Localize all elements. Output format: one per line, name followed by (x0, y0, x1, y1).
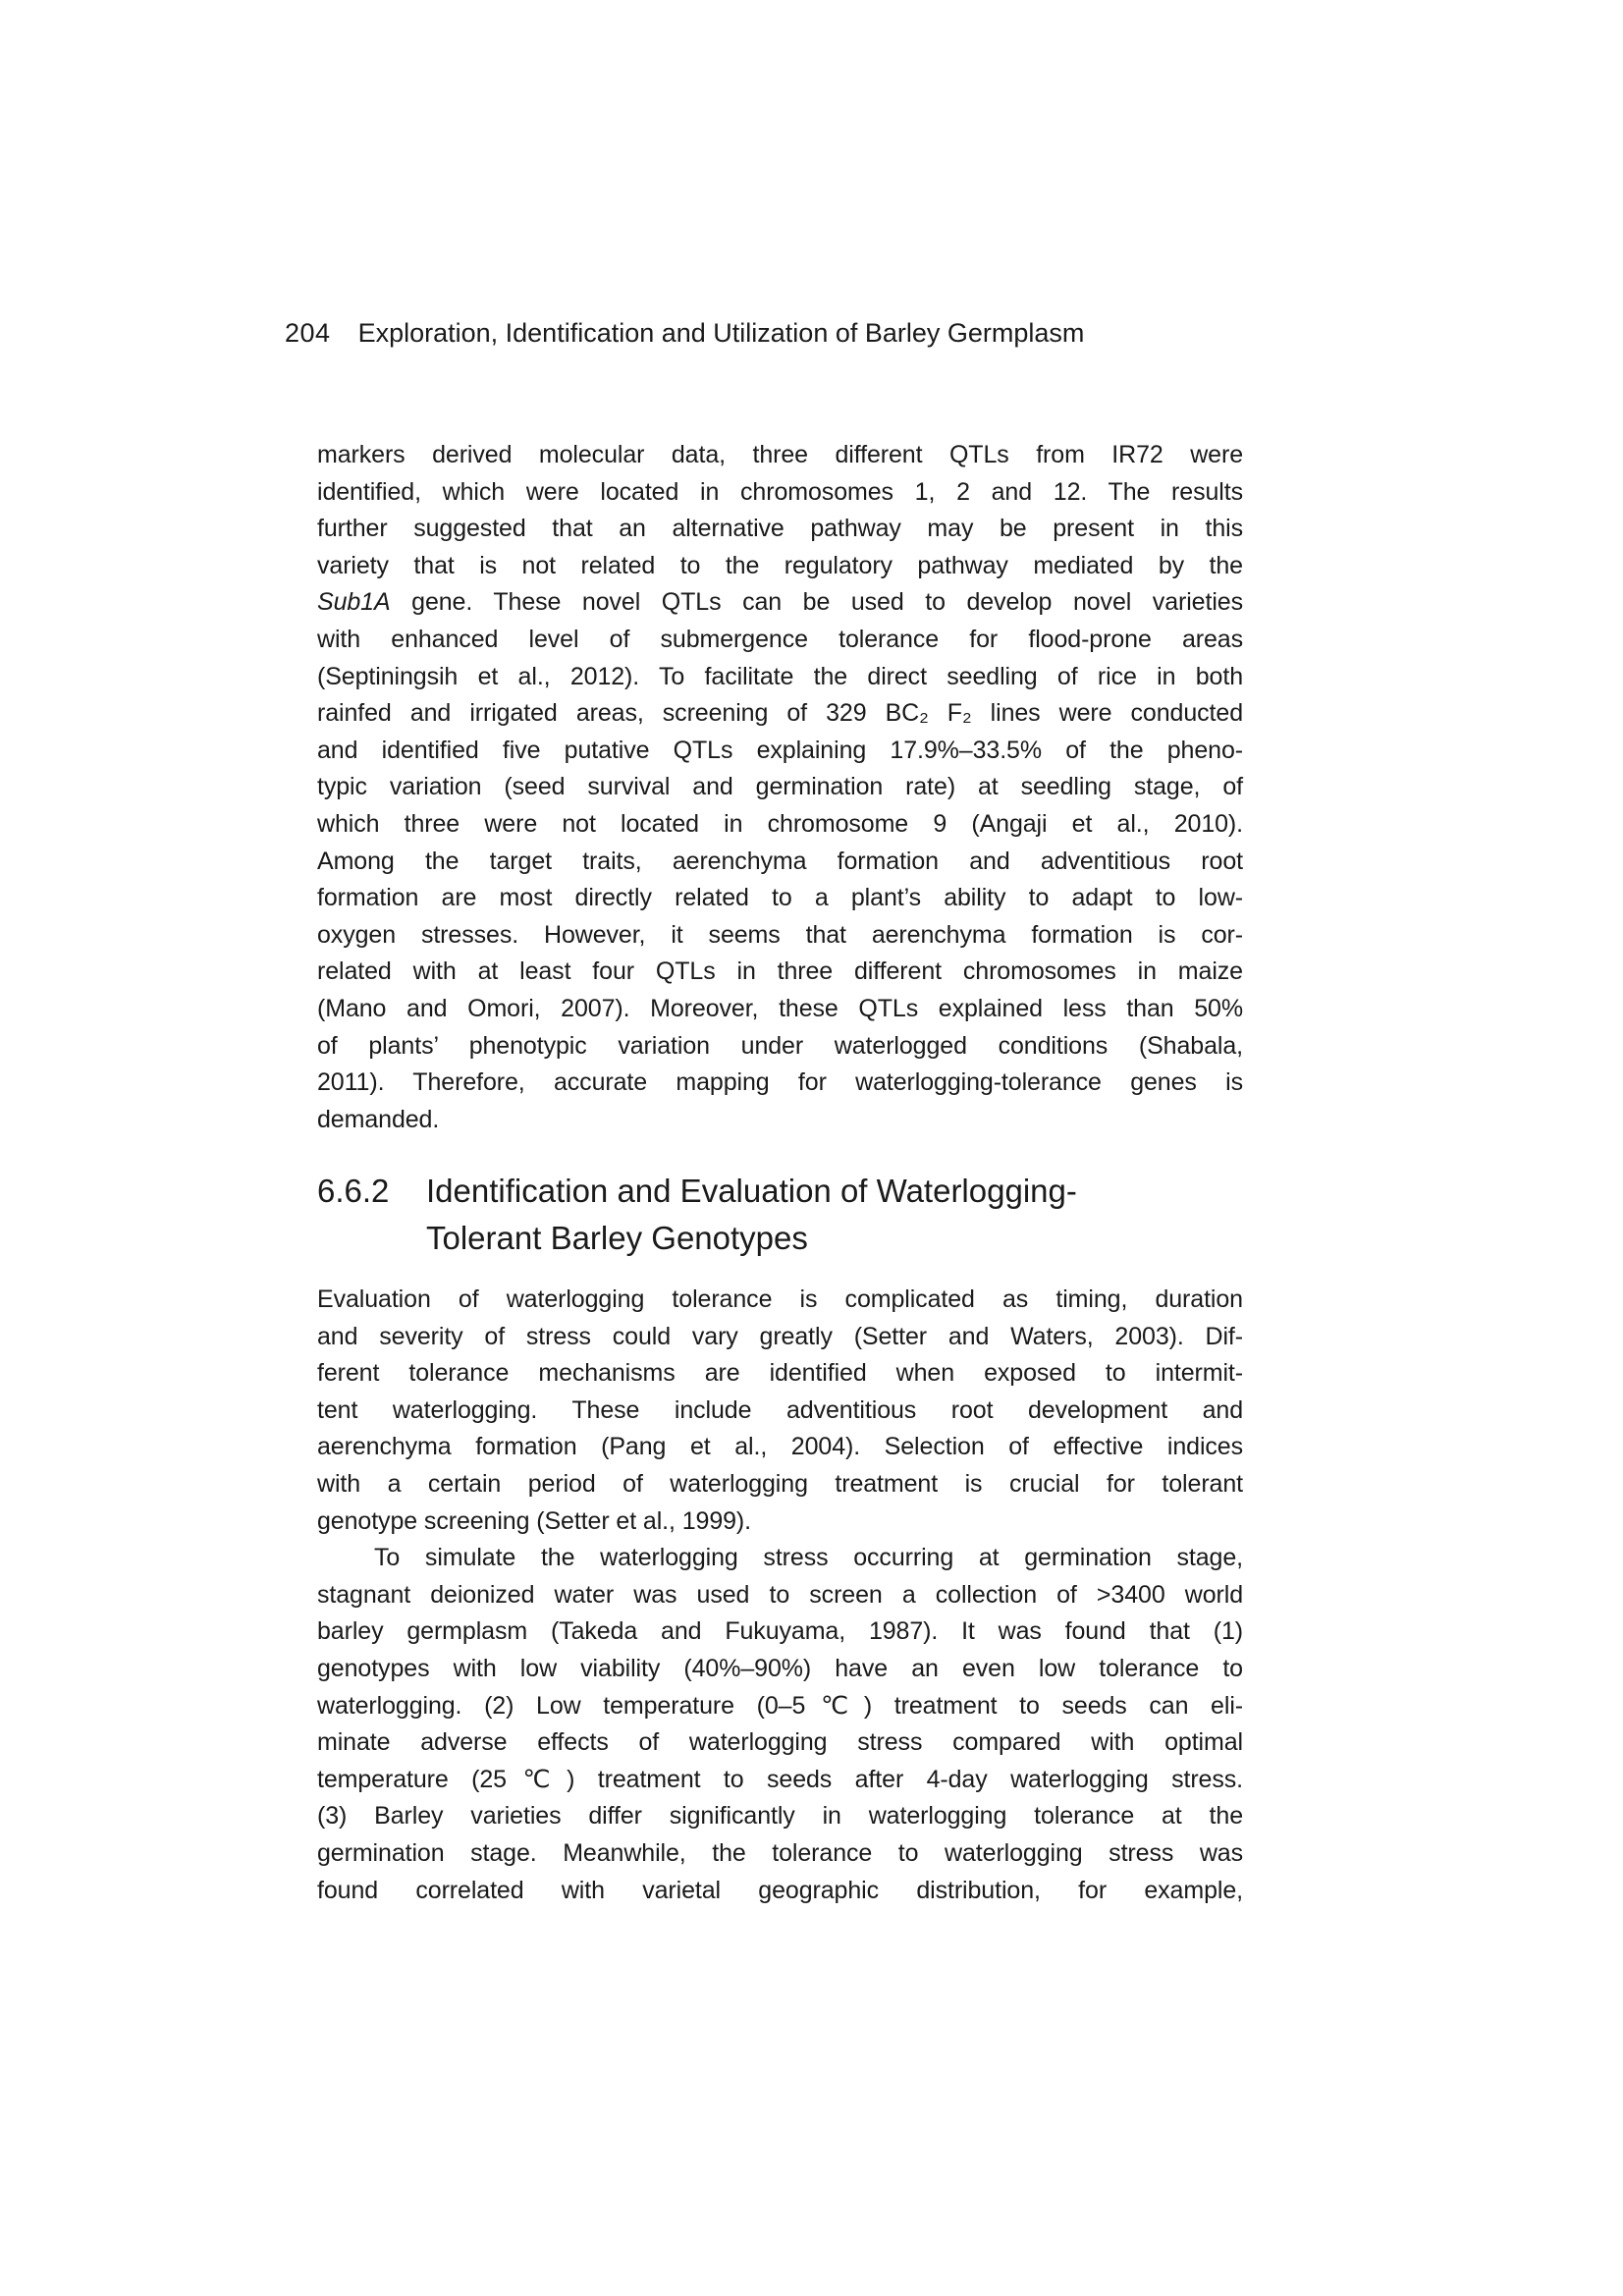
text-line (317, 437, 1243, 474)
text-run: variety that is not related to the regulatory pathway mediated by the (317, 551, 1243, 579)
text-line (317, 1319, 1243, 1356)
text-run: formation are most directly related to a plant’s ability to adapt to low- (317, 884, 1243, 912)
text-run: and severity of stress could vary greatly (Setter and Waters, 2003). Dif- (317, 1322, 1243, 1350)
text-run: temperature (25℃) treatment to seeds after 4-day waterlogging stress. (317, 1765, 1243, 1793)
text-run: with enhanced level of submergence tolerance for flood-prone areas (317, 625, 1243, 653)
text-run: To simulate the waterlogging stress occurring at germination stage, (374, 1544, 1243, 1572)
text-run: markers derived molecular data, three different QTLs from IR72 were (317, 441, 1243, 468)
paragraph (317, 437, 1243, 1138)
text-line (317, 917, 1243, 955)
text-line (317, 474, 1243, 512)
text-run: identified, which were located in chromosomes 1, 2 and 12. The results (317, 477, 1243, 506)
text-run: minate adverse effects of waterlogging stress compared with optimal (317, 1728, 1243, 1757)
text-line (317, 1503, 1243, 1541)
text-run: genotype screening (Setter et al., 1999). (317, 1506, 752, 1535)
text-line (317, 1798, 1243, 1835)
text-run: barley germplasm (Takeda and Fukuyama, 1987). It was found that (1) (317, 1617, 1243, 1646)
text-run: germination stage. Meanwhile, the tolerance to waterlogging stress was (317, 1838, 1243, 1867)
text-run: related with at least four QTLs in three different chromosomes in maize (317, 957, 1243, 986)
section-title (426, 1168, 1077, 1262)
text-line (317, 1873, 1243, 1910)
text-run: (Mano and Omori, 2007). Moreover, these QTLs explained less than 50% (317, 994, 1243, 1022)
italic-text-run: Sub1A (317, 588, 391, 617)
text-line (317, 1724, 1243, 1762)
text-line (317, 1028, 1243, 1066)
paragraph (317, 1282, 1243, 1540)
text-line (317, 622, 1243, 659)
text-run: 2011). Therefore, accurate mapping for waterlogging-tolerance genes is (317, 1068, 1243, 1097)
text-run: aerenchyma formation (Pang et al., 2004). Selection of effective indices (317, 1433, 1243, 1461)
running-title: Exploration, Identification and Utilization of Barley Germplasm (357, 318, 1085, 348)
text-line (317, 1102, 1243, 1139)
text-run: rainfed and irrigated areas, screening of 329 BC₂ F₂ lines were conducted (317, 699, 1243, 728)
text-run: stagnant deionized water was used to screen a collection of >3400 world (317, 1580, 1243, 1609)
text-line (317, 954, 1243, 991)
text-line (317, 1835, 1243, 1873)
text-run: genotypes with low viability (40%–90%) have an even low tolerance to (317, 1654, 1243, 1682)
text-run: further suggested that an alternative pathway may be present in this (317, 515, 1243, 543)
text-run: typic variation (seed survival and germination rate) at seedling stage, of (317, 773, 1243, 801)
text-line (317, 1393, 1243, 1430)
text-line (317, 844, 1243, 881)
text-run: demanded. (317, 1105, 440, 1133)
text-line (317, 1762, 1243, 1799)
text-line (317, 733, 1243, 770)
text-line (317, 1540, 1243, 1577)
text-run: of plants’ phenotypic variation under waterlogged conditions (Shabala, (317, 1031, 1243, 1060)
text-run: (Septiningsih et al., 2012). To facilitate the direct seedling of rice in both (317, 662, 1243, 690)
text-run: found correlated with varietal geographic distribution, for example, (317, 1876, 1243, 1904)
text-line (317, 880, 1243, 917)
text-line (317, 1355, 1243, 1393)
section-title-line: Tolerant Barley Genotypes (426, 1220, 808, 1256)
page-header (285, 316, 1084, 350)
text-run: oxygen stresses. However, it seems that aerenchyma formation is cor- (317, 920, 1243, 949)
text-line (317, 511, 1243, 548)
text-line (317, 1613, 1243, 1651)
text-run: Among the target traits, aerenchyma formation and adventitious root (317, 847, 1243, 875)
text-run: and identified five putative QTLs explaining 17.9%–33.5% of the pheno- (317, 736, 1243, 764)
text-run: with a certain period of waterlogging treatment is crucial for tolerant (317, 1469, 1243, 1498)
text-line (317, 1577, 1243, 1614)
text-line (317, 548, 1243, 585)
text-line (317, 1466, 1243, 1503)
text-run: ferent tolerance mechanisms are identified when exposed to intermit- (317, 1359, 1243, 1388)
text-line (317, 1282, 1243, 1319)
body-text-block-1 (317, 437, 1243, 1138)
text-line (317, 1429, 1243, 1466)
text-line (317, 1688, 1243, 1725)
text-line (317, 1065, 1243, 1102)
text-line (317, 659, 1243, 696)
text-line (317, 769, 1243, 806)
text-run: which three were not located in chromosome 9 (Angaji et al., 2010). (317, 809, 1243, 838)
text-line (317, 1651, 1243, 1688)
text-run: Evaluation of waterlogging tolerance is complicated as timing, duration (317, 1285, 1243, 1313)
text-line (317, 806, 1243, 844)
text-run: gene. These novel QTLs can be used to develop novel varieties (390, 588, 1243, 617)
text-run: tent waterlogging. These include adventitious root development and (317, 1395, 1243, 1424)
text-line (317, 991, 1243, 1028)
text-run: (3) Barley varieties differ significantly in waterlogging tolerance at the (317, 1802, 1243, 1831)
text-line (317, 695, 1243, 733)
section-title-line: Identification and Evaluation of Waterlogging- (426, 1173, 1077, 1209)
text-line (317, 584, 1243, 622)
paragraph (317, 1540, 1243, 1909)
section-number: 6.6.2 (317, 1173, 390, 1209)
body-text-block-2 (317, 1282, 1243, 1909)
section-heading (317, 1168, 1077, 1262)
text-run: waterlogging. (2) Low temperature (0–5℃) treatment to seeds can eli- (317, 1691, 1243, 1720)
page-number: 204 (285, 318, 331, 348)
